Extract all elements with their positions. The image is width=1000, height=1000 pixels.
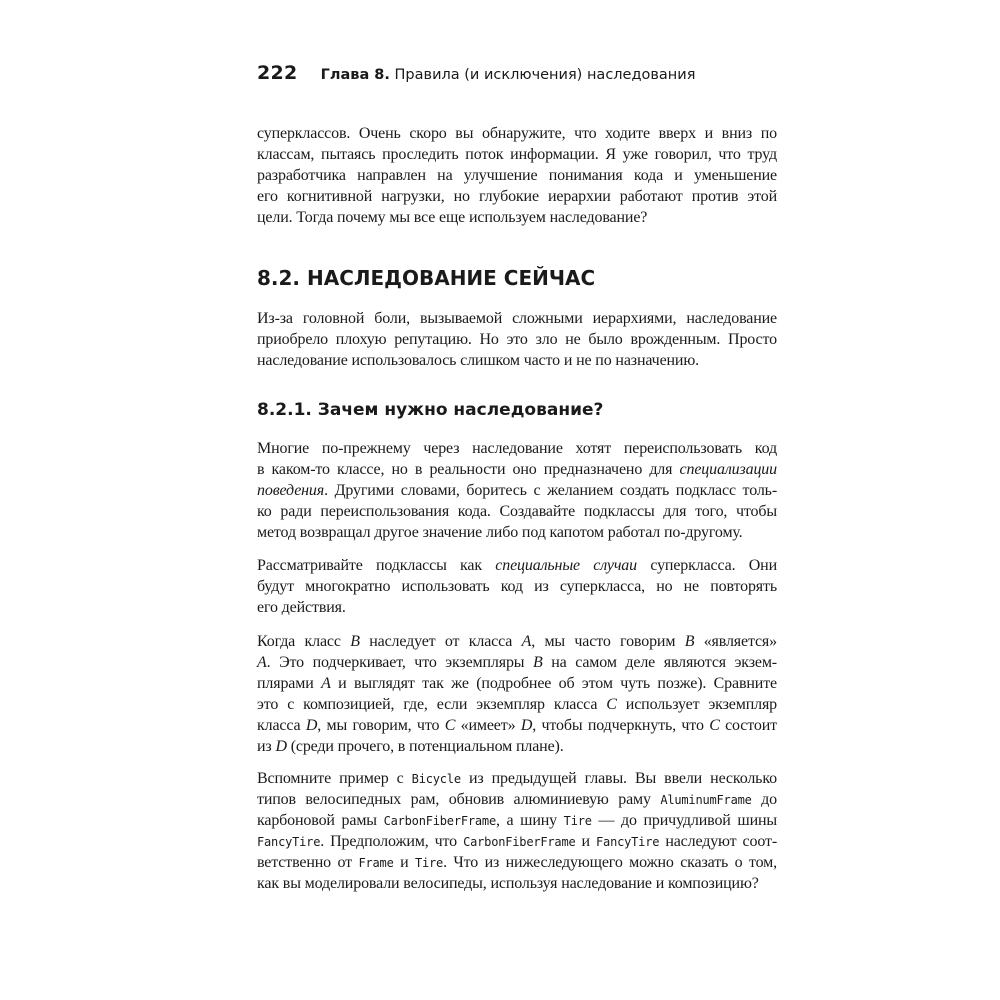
text-run: , чтобы подчеркнуть, что	[532, 717, 710, 734]
text-line	[257, 480, 777, 501]
variable: D	[520, 717, 533, 734]
variable: C	[444, 717, 456, 734]
emphasis: поведения	[257, 482, 325, 499]
text-run: , мы говорим, что	[317, 717, 445, 734]
emphasis: специальные случаи	[495, 557, 638, 574]
text-run: «является»	[694, 633, 777, 650]
text-run: . Что из нижеследующего можно сказать о том,	[443, 854, 777, 871]
text-run: — до причудливой шины	[591, 812, 777, 829]
text-run: на самом деле являются экзем-	[542, 654, 777, 671]
text-line: будут многократно использовать код из суперкласса, но не повторять	[257, 578, 777, 595]
text-line: разработчика направлен на улучшение понимания кода и уменьшение	[257, 167, 777, 184]
chapter-title: Правила (и исключения) наследования	[389, 67, 696, 83]
paragraph-3	[257, 438, 777, 543]
variable: B	[350, 633, 360, 650]
text-line	[257, 810, 777, 831]
text-run: Рассматривайте подклассы как	[257, 557, 496, 574]
variable: A	[521, 633, 532, 650]
text-line: ко ради переиспользования кода. Создавайте подклассы для того, чтобы	[257, 503, 777, 520]
text-run: , а шину	[495, 812, 564, 829]
code-identifier: AluminumFrame	[660, 793, 752, 807]
text-run: , мы часто говорим	[531, 633, 685, 650]
text-run: это с композицией, где, если экземпляр класса	[257, 696, 607, 713]
paragraph-6	[257, 768, 777, 894]
text-run: состоит	[719, 717, 777, 734]
variable: D	[305, 717, 318, 734]
text-line	[257, 831, 777, 852]
text-line	[257, 715, 777, 736]
text-line	[257, 789, 777, 810]
text-run: ветственно от	[257, 854, 359, 871]
text-run: Когда класс	[257, 633, 351, 650]
code-identifier: Frame	[358, 856, 394, 870]
text-run: плярами	[257, 675, 322, 692]
text-line: метод возвращал другое значение либо под капотом работал по-другому.	[257, 524, 743, 541]
variable: C	[709, 717, 720, 734]
text-line	[257, 673, 777, 694]
variable: B	[533, 654, 543, 671]
variable: A	[321, 675, 331, 692]
text-run: суперкласса. Они	[637, 557, 778, 574]
variable: B	[684, 633, 695, 650]
chapter-label: Глава 8.	[320, 67, 390, 83]
text-line: наследование использовалось слишком часто и не по назначению.	[257, 352, 699, 369]
text-run: в каком-то классе, но в реальности оно предназначено для	[257, 461, 680, 478]
text-run: из предыдущей главы. Вы ввели несколько	[460, 770, 777, 787]
code-identifier: Bicycle	[411, 772, 461, 786]
text-line	[257, 459, 777, 480]
text-run: наследует от класса	[359, 633, 522, 650]
text-line	[257, 652, 777, 673]
text-line	[257, 768, 777, 789]
text-line: цели. Тогда почему мы все еще используем наследование?	[257, 209, 648, 226]
code-identifier: FancyTire	[596, 835, 660, 849]
variable: C	[606, 696, 617, 713]
text-line: его когнитивной нагрузки, но глубокие иерархии работают против этой	[257, 188, 777, 205]
page-number: 222	[257, 62, 298, 84]
text-run: наследуют соот-	[659, 833, 777, 850]
code-identifier: CarbonFiberFrame	[463, 835, 576, 849]
paragraph-4	[257, 555, 777, 618]
text-run: (среди прочего, в потенциальном плане).	[286, 738, 564, 755]
paragraph-2	[257, 308, 777, 371]
running-header	[257, 62, 777, 84]
text-run: использует экземпляр	[616, 696, 777, 713]
text-line	[257, 736, 777, 757]
text-line	[257, 694, 777, 715]
text-run: до	[751, 791, 777, 808]
text-run: из	[257, 738, 276, 755]
code-identifier: Tire	[563, 814, 592, 828]
text-run: и	[575, 833, 597, 850]
text-line: суперклассов. Очень скоро вы обнаружите, что ходите вверх и вниз по	[257, 125, 777, 142]
text-run: . Предположим, что	[320, 833, 464, 850]
text-line: Многие по-прежнему через наследование хотят переиспользовать код	[257, 440, 777, 457]
code-identifier: Tire	[414, 856, 444, 870]
text-line	[257, 555, 777, 576]
emphasis: специализации	[679, 461, 777, 478]
paragraph-5	[257, 631, 777, 757]
code-identifier: FancyTire	[257, 835, 321, 849]
subsection-heading: 8.2.1. Зачем нужно наследование?	[257, 400, 604, 420]
section-heading: 8.2. НАСЛЕДОВАНИЕ СЕЙЧАС	[257, 266, 596, 290]
text-run: и выглядят так же (подробнее об этом чуть позже). Сравните	[330, 675, 778, 692]
text-line: приобрело плохую репутацию. Но это зло не было врожденным. Просто	[257, 331, 777, 348]
text-run: типов велосипедных рам, обновив алюминиевую раму	[257, 791, 661, 808]
text-run: «имеет»	[455, 717, 521, 734]
variable: A	[257, 654, 267, 671]
text-line: как вы моделировали велосипеды, используя наследование и композицию?	[257, 875, 759, 892]
text-run: . Это подчеркивает, что экземпляры	[266, 654, 534, 671]
text-line: классам, пытаясь проследить поток информации. Я уже говорил, что труд	[257, 146, 777, 163]
variable: D	[275, 738, 287, 755]
text-run: и	[393, 854, 415, 871]
text-run: карбоновой рамы	[257, 812, 384, 829]
text-line	[257, 631, 777, 652]
text-run: . Другими словами, боритесь с желанием создать подкласс толь-	[324, 482, 777, 499]
text-line: Из-за головной боли, вызываемой сложными иерархиями, наследование	[257, 310, 777, 327]
paragraph-1	[257, 123, 777, 228]
text-line: его действия.	[257, 599, 346, 616]
text-line	[257, 852, 777, 873]
code-identifier: CarbonFiberFrame	[383, 814, 496, 828]
text-run: класса	[257, 717, 306, 734]
text-run: Вспомните пример с	[257, 770, 412, 787]
